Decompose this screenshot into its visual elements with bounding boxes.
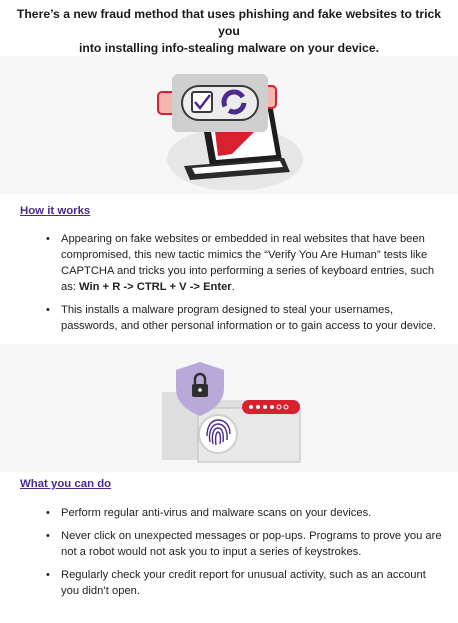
list-item [0, 528, 458, 560]
bullet-icon: • [46, 233, 50, 245]
list-item [0, 505, 458, 521]
intro-line-1: There’s a new fraud method that uses phishing and fake websites to trick you [16, 7, 442, 38]
list-item [0, 302, 458, 334]
lock-fingerprint-password-icon [150, 352, 310, 468]
how-it-works-heading[interactable]: How it works [20, 205, 91, 217]
intro-line-2: into installing info-stealing malware on your device. [79, 41, 379, 55]
list-item-text: Appearing on fake websites or embedded in real websites that have been compromised, this new tactic mimics the “Verify You Are Human” tests like CAPTCHA and tricks you into performing a series of keyboard entries, such as: [61, 233, 435, 293]
list-item-text-end: . [231, 281, 235, 293]
bullet-icon: • [46, 304, 50, 316]
intro-text [14, 6, 444, 57]
list-item-text: Perform regular anti-virus and malware scans on your devices. [61, 507, 372, 519]
what-you-can-do-heading[interactable]: What you can do [20, 478, 112, 490]
bullet-icon: • [46, 569, 50, 581]
what-you-can-do-list [0, 505, 458, 606]
bullet-icon: • [46, 507, 50, 519]
list-item-text: Never click on unexpected messages or pop-ups. Programs to prove you are not a robot would not ask you to input a series of keystrokes. [61, 530, 442, 558]
keystroke-sequence: Win + R -> CTRL + V -> Enter [79, 281, 232, 293]
laptop-captcha-icon [150, 62, 310, 190]
bullet-icon: • [46, 530, 50, 542]
how-it-works-list [0, 231, 458, 334]
list-item [0, 567, 458, 599]
list-item-text: Regularly check your credit report for unusual activity, such as an account you didn’t open. [61, 569, 426, 597]
list-item [0, 231, 458, 295]
list-item-text: This installs a malware program designed to steal your usernames, passwords, and other personal information or to gain access to your device. [61, 304, 436, 332]
